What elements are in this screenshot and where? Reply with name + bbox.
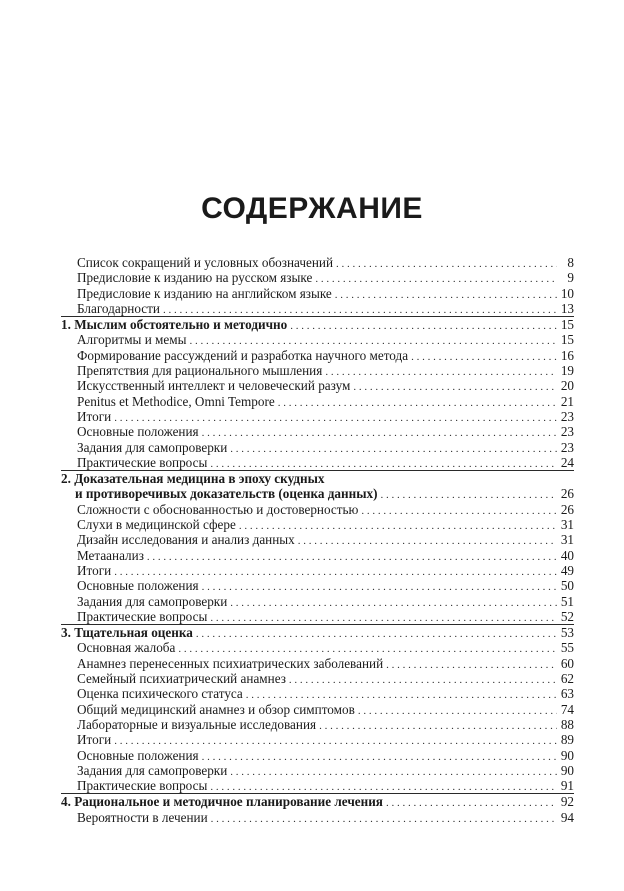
- toc-entry[interactable]: [61, 394, 574, 409]
- toc-entry[interactable]: [61, 270, 574, 285]
- toc-entry[interactable]: [61, 440, 574, 455]
- toc-chapter-entry[interactable]: [61, 624, 574, 640]
- dot-leader: [196, 627, 557, 642]
- dot-leader: [147, 550, 557, 565]
- toc-entry-page-number: 26: [560, 486, 574, 502]
- toc-entry-title: Предисловие к изданию на русском языке: [77, 270, 313, 286]
- toc-entry-page-number: 74: [560, 701, 574, 717]
- toc-entry-title: Список сокращений и условных обозначений: [77, 255, 333, 270]
- toc-entry-title: Слухи в медицинской сфере: [77, 517, 236, 533]
- toc-entry-page-number: 90: [560, 747, 574, 763]
- toc-entry-title: Задания для самопроверки: [77, 439, 228, 455]
- toc-entry-title: Лабораторные и визуальные исследования: [77, 716, 317, 732]
- dot-leader: [210, 611, 557, 626]
- toc-entry-title: Задания для самопроверки: [77, 593, 228, 609]
- dot-leader: [202, 426, 557, 441]
- toc-entry-page-number: 50: [560, 578, 574, 594]
- toc-entry[interactable]: [61, 686, 574, 701]
- toc-entry-page-number: 13: [560, 300, 574, 316]
- toc-entry[interactable]: [61, 763, 574, 778]
- dot-leader: [210, 457, 557, 472]
- toc-entry[interactable]: [61, 502, 574, 517]
- dot-leader: [380, 488, 557, 503]
- toc-entry-page-number: 21: [560, 393, 574, 409]
- toc-entry[interactable]: [61, 778, 574, 793]
- toc-entry-page-number: 60: [560, 655, 574, 671]
- toc-entry-page-number: 31: [560, 517, 574, 533]
- dot-leader: [325, 365, 557, 380]
- toc-entry-title: Препятствия для рационального мышления: [77, 363, 323, 379]
- toc-entry-title: 2. Доказательная медицина в эпоху скудных: [61, 471, 325, 487]
- toc-entry-title: Оценка психического статуса: [77, 686, 243, 702]
- toc-chapter-entry[interactable]: [61, 793, 574, 809]
- toc-entry[interactable]: [61, 656, 574, 671]
- toc-entry-title: Penitus et Methodice, Omni Tempore: [77, 393, 275, 409]
- dot-leader: [298, 534, 557, 549]
- toc-entry-title: Вероятности в лечении: [77, 809, 208, 825]
- toc-entry-title: Общий медицинский анамнез и обзор симптомов: [77, 701, 355, 717]
- toc-entry-title: Практические вопросы: [77, 778, 208, 794]
- toc-entry-title: Задания для самопроверки: [77, 762, 228, 778]
- toc-entry-title: 4. Рациональное и методичное планирование лечения: [61, 794, 383, 810]
- toc-chapter-entry[interactable]: [61, 316, 574, 332]
- toc-entry-page-number: 15: [560, 332, 574, 348]
- toc-entry[interactable]: [61, 363, 574, 378]
- toc-entry-title: Практические вопросы: [77, 454, 208, 470]
- dot-leader: [358, 704, 557, 719]
- toc-entry[interactable]: [61, 717, 574, 732]
- toc-entry[interactable]: [61, 532, 574, 547]
- toc-entry[interactable]: [61, 732, 574, 747]
- toc-entry-page-number: 10: [560, 285, 574, 301]
- dot-leader: [361, 504, 557, 519]
- toc-entry-page-number: 94: [560, 809, 574, 825]
- toc-entry-title: Основная жалоба: [77, 640, 176, 656]
- toc-entry-page-number: 9: [567, 270, 574, 286]
- dot-leader: [163, 303, 557, 318]
- toc-entry[interactable]: [61, 563, 574, 578]
- toc-entry-page-number: 26: [560, 501, 574, 517]
- dot-leader: [230, 596, 557, 611]
- dot-leader: [353, 380, 557, 395]
- dot-leader: [386, 796, 557, 811]
- toc-entry[interactable]: [61, 424, 574, 439]
- toc-entry[interactable]: [61, 748, 574, 763]
- toc-entry-page-number: 51: [560, 593, 574, 609]
- toc-entry[interactable]: [61, 517, 574, 532]
- toc-entry-page-number: 20: [560, 378, 574, 394]
- toc-entry[interactable]: [61, 332, 574, 347]
- toc-entry-title: Искусственный интеллект и человеческий разум: [77, 378, 351, 394]
- dot-leader: [278, 396, 557, 411]
- toc-entry[interactable]: [61, 578, 574, 593]
- toc-entry-title: Основные положения: [77, 578, 199, 594]
- toc-entry[interactable]: [61, 455, 574, 470]
- toc-entry-page-number: 31: [560, 532, 574, 548]
- dot-leader: [202, 580, 557, 595]
- toc-entry-title: Основные положения: [77, 747, 199, 763]
- toc-entry[interactable]: [61, 609, 574, 624]
- dot-leader: [315, 272, 557, 287]
- toc-entry[interactable]: [61, 702, 574, 717]
- toc-entry[interactable]: [61, 378, 574, 393]
- dot-leader: [335, 288, 557, 303]
- dot-leader: [289, 673, 557, 688]
- toc-entry-page-number: 49: [560, 562, 574, 578]
- toc-entry-page-number: 55: [560, 640, 574, 656]
- dot-leader: [386, 658, 557, 673]
- dot-leader: [290, 319, 557, 334]
- toc-entry[interactable]: [61, 409, 574, 424]
- toc-chapter-entry[interactable]: [61, 470, 574, 486]
- toc-entry-title: и противоречивых доказательств (оценка данных): [75, 486, 378, 502]
- toc-entry-title: Практические вопросы: [77, 608, 208, 624]
- toc-entry-page-number: 23: [560, 439, 574, 455]
- toc-entry[interactable]: [61, 594, 574, 609]
- toc-entry[interactable]: [61, 548, 574, 563]
- toc-entry-title: Итоги: [77, 408, 112, 424]
- toc-entry[interactable]: [61, 640, 574, 655]
- toc-entry-page-number: 91: [560, 778, 574, 794]
- table-of-contents: [61, 255, 574, 825]
- dot-leader: [230, 442, 557, 457]
- toc-entry-title: Предисловие к изданию на английском языке: [77, 285, 332, 301]
- toc-entry-page-number: 19: [560, 363, 574, 379]
- toc-entry-page-number: 8: [567, 255, 574, 270]
- toc-entry-page-number: 24: [560, 454, 574, 470]
- toc-entry[interactable]: [61, 671, 574, 686]
- toc-entry-title: Итоги: [77, 562, 112, 578]
- toc-entry-title: 3. Тщательная оценка: [61, 625, 193, 641]
- toc-entry-title: Основные положения: [77, 424, 199, 440]
- toc-chapter-entry[interactable]: [61, 486, 574, 501]
- toc-entry-page-number: 92: [560, 794, 574, 810]
- dot-leader: [411, 350, 557, 365]
- toc-entry-page-number: 52: [560, 608, 574, 624]
- toc-entry[interactable]: [61, 348, 574, 363]
- toc-entry-page-number: 15: [560, 317, 574, 333]
- toc-entry[interactable]: [61, 301, 574, 316]
- toc-entry-title: Алгоритмы и мемы: [77, 332, 187, 348]
- dot-leader: [230, 765, 557, 780]
- toc-entry-title: Семейный психиатрический анамнез: [77, 671, 286, 687]
- toc-entry-page-number: 40: [560, 547, 574, 563]
- page-title: СОДЕРЖАНИЕ: [201, 192, 423, 226]
- toc-entry-title: 1. Мыслим обстоятельно и методично: [61, 317, 288, 333]
- toc-entry-title: Формирование рассуждений и разработка научного метода: [77, 347, 409, 363]
- dot-leader: [336, 257, 557, 272]
- dot-leader: [210, 780, 557, 795]
- toc-entry-page-number: 63: [560, 686, 574, 702]
- toc-entry[interactable]: [61, 255, 574, 270]
- toc-entry-page-number: 62: [560, 671, 574, 687]
- toc-entry-title: Метаанализ: [77, 547, 144, 563]
- toc-entry-page-number: 23: [560, 408, 574, 424]
- toc-entry-title: Благодарности: [77, 300, 160, 316]
- toc-entry-page-number: 53: [560, 625, 574, 641]
- toc-entry[interactable]: [61, 286, 574, 301]
- toc-entry-page-number: 88: [560, 716, 574, 732]
- toc-entry-page-number: 90: [560, 762, 574, 778]
- toc-entry[interactable]: [61, 810, 574, 825]
- toc-entry-title: Анамнез перенесенных психиатрических заболеваний: [77, 655, 384, 671]
- toc-entry-title: Сложности с обоснованностью и достоверностью: [77, 501, 359, 517]
- toc-entry-page-number: 89: [560, 732, 574, 748]
- dot-leader: [202, 750, 557, 765]
- toc-entry-page-number: 16: [560, 347, 574, 363]
- dot-leader: [211, 812, 557, 827]
- toc-entry-title: Дизайн исследования и анализ данных: [77, 532, 295, 548]
- toc-entry-page-number: 23: [560, 424, 574, 440]
- toc-entry-title: Итоги: [77, 732, 112, 748]
- dot-leader: [319, 719, 557, 734]
